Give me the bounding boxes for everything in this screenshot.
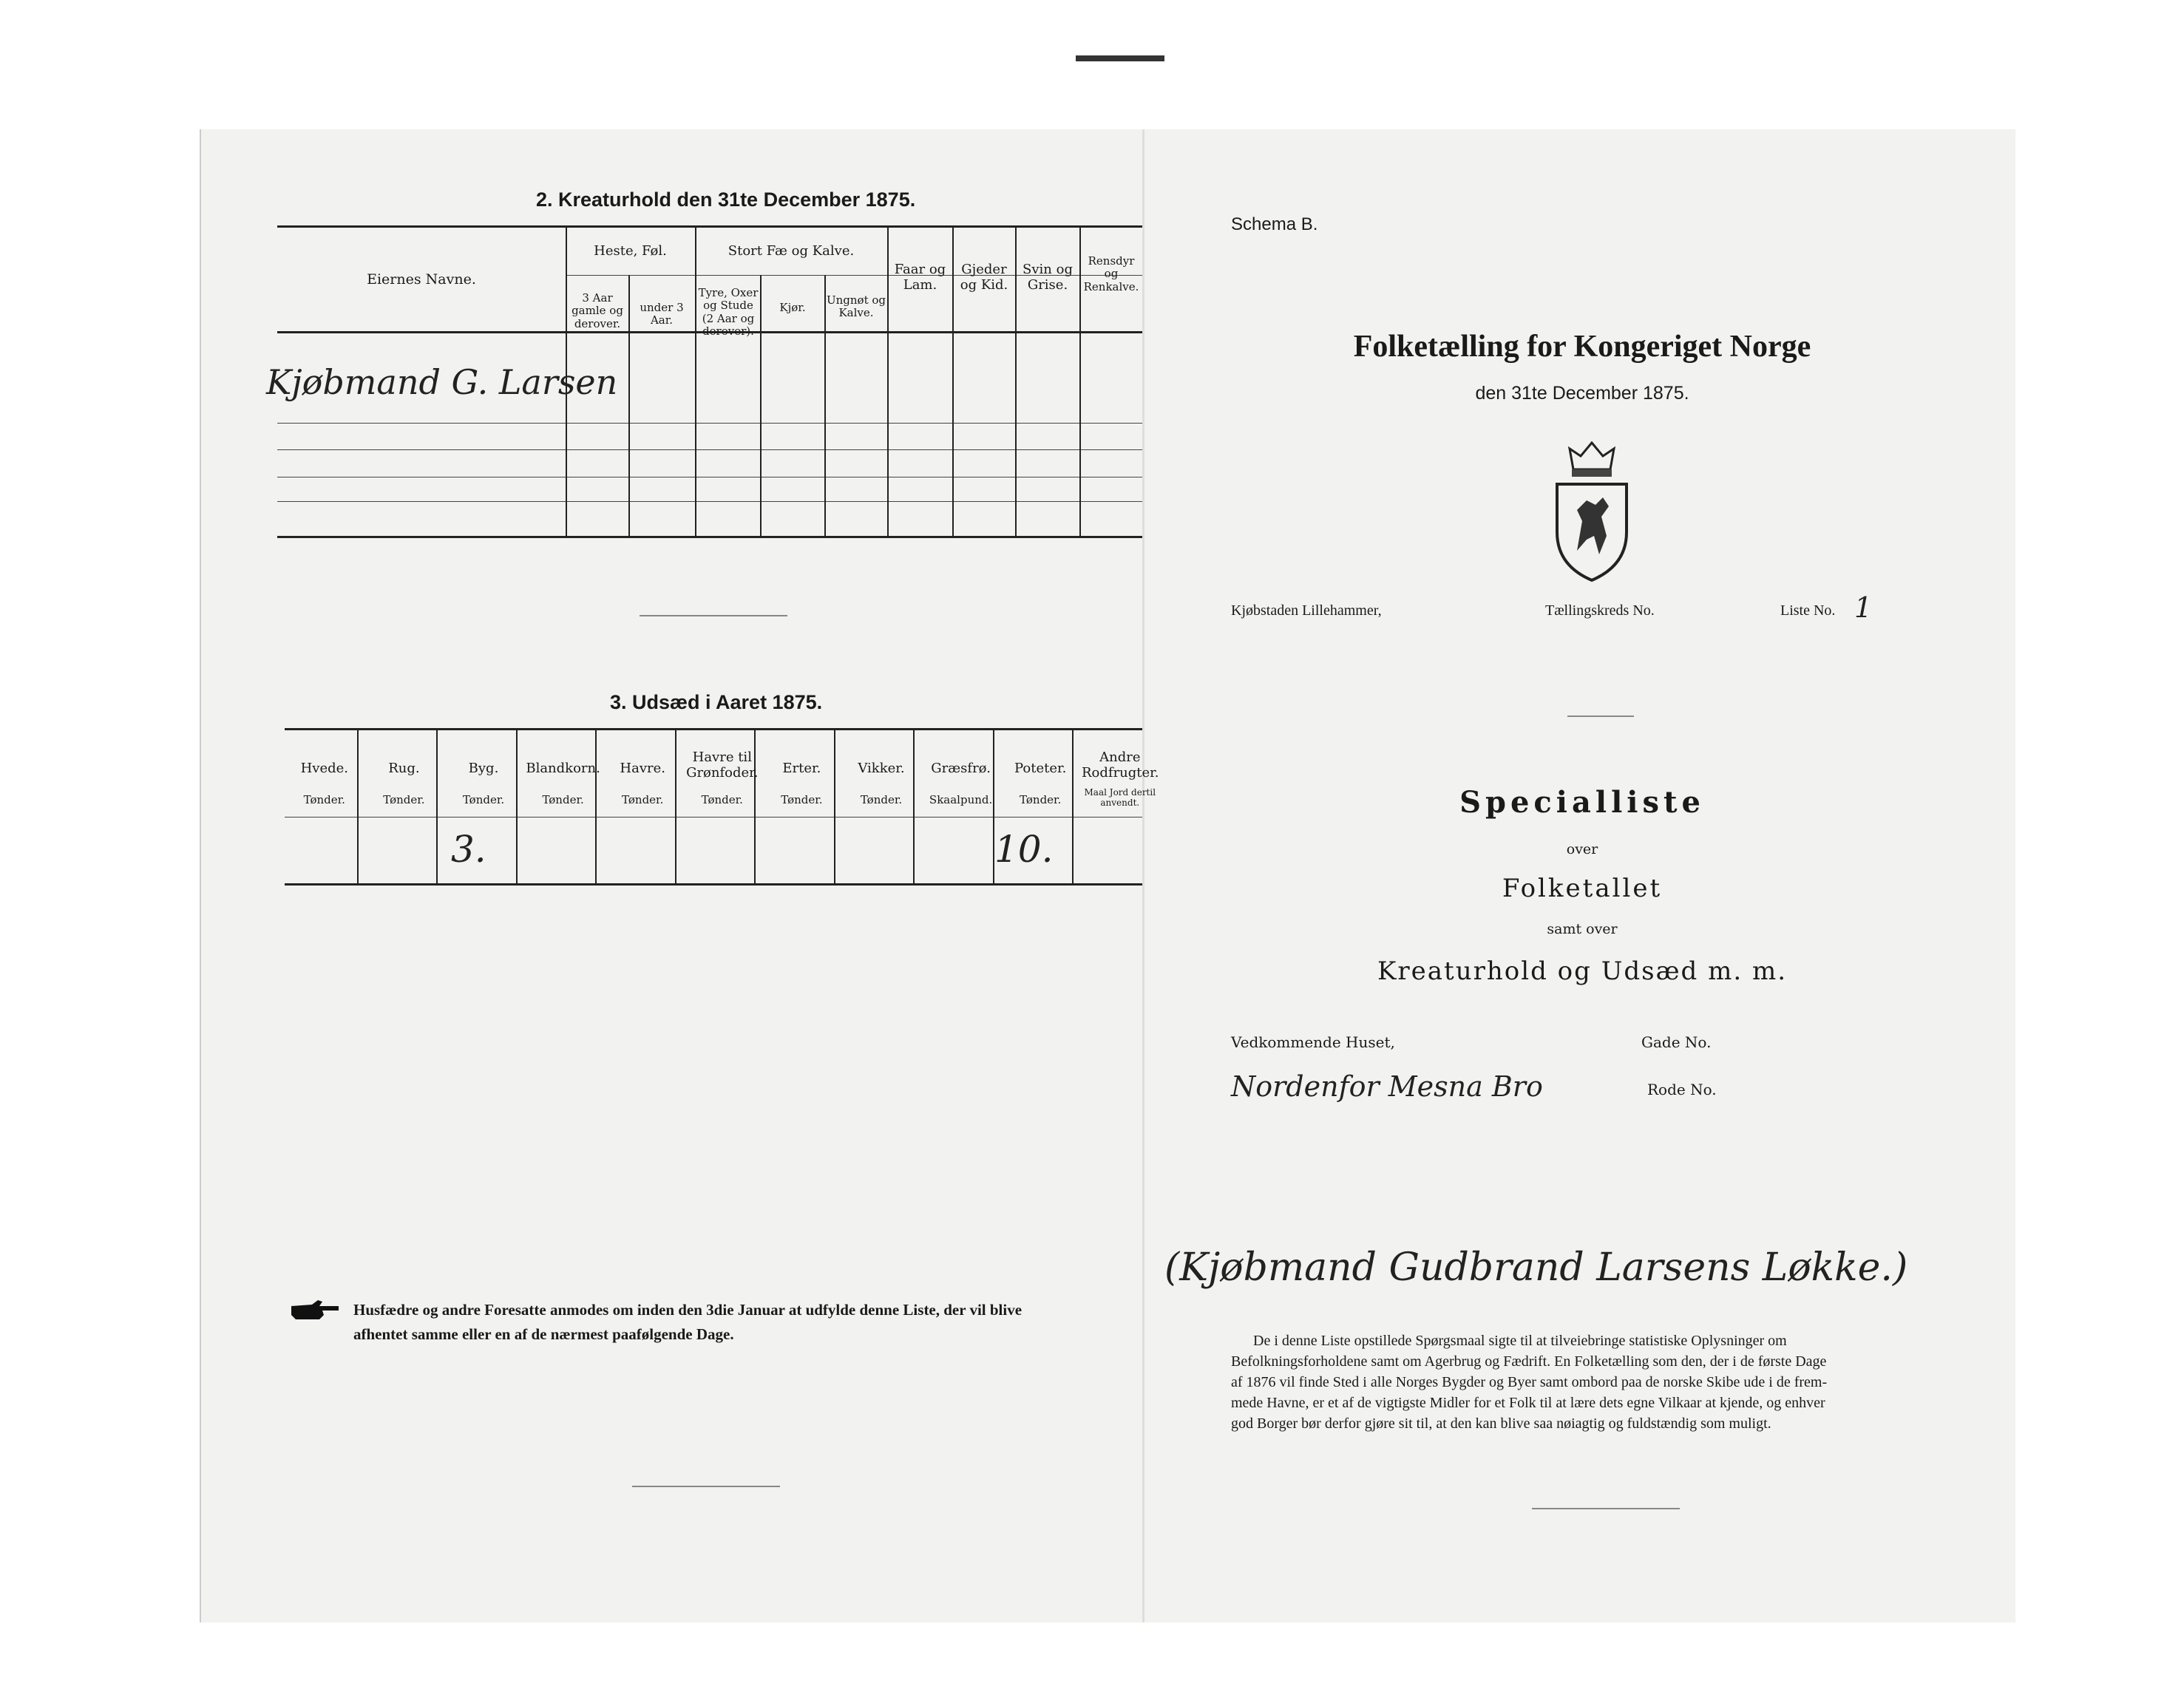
top-mark <box>1076 55 1164 61</box>
para-line: god Borger bør derfor gjøre sit til, at den kan blive saa nøiagtig og fuldstændig som muligt. <box>1231 1415 1771 1432</box>
udsaed-col-unit: Tønder. <box>701 793 743 806</box>
table2-row-rule <box>277 423 1142 424</box>
taellingskreds: Tællingskreds No. <box>1545 602 1655 619</box>
section2-title: 2. Kreaturhold den 31te December 1875. <box>536 188 916 211</box>
fae-sub-tyre: Tyre, Oxer og Stude (2 Aar og derover). <box>698 286 759 338</box>
udsaed-col-name: Andre Rodfrugter. <box>1082 749 1159 781</box>
udsaed-col-unit: Tønder. <box>622 793 664 806</box>
udsaed-col-unit: Tønder. <box>542 793 584 806</box>
page-fold <box>1142 129 1144 1622</box>
udsaed-col-unit: Tønder. <box>303 793 345 806</box>
notice-line-2: afhentet samme eller en af de nærmest paafølgende Dage. <box>353 1325 734 1343</box>
main-title: Folketælling for Kongeriget Norge <box>1353 330 1811 364</box>
fae-sub-ungnot: Ungnøt og Kalve. <box>826 293 886 320</box>
udsaed-col-unit: Tønder. <box>462 793 505 806</box>
specialliste-title: Specialliste <box>1459 785 1705 820</box>
owner-header: Eiernes Navne. <box>367 271 476 288</box>
heste-sub-3aar: 3 Aar gamle og derover. <box>572 291 623 330</box>
table3-top-rule <box>285 728 1142 730</box>
udsaed-col-unit: Skaalpund. <box>929 793 993 806</box>
folketallet-text: Folketallet <box>1502 874 1663 903</box>
faar-header: Faar og Lam. <box>894 262 946 293</box>
gade-label: Gade No. <box>1641 1033 1712 1051</box>
rensdyr-header: Rensdyr og Renkalve. <box>1083 254 1139 293</box>
separator <box>1532 1508 1680 1509</box>
table2-col-divider <box>695 225 696 536</box>
separator <box>632 1486 780 1487</box>
heste-sub-under3: under 3 Aar. <box>640 301 684 327</box>
fae-sub-kjor: Kjør. <box>779 301 806 314</box>
udsaed-col-unit: Maal Jord dertil anvendt. <box>1084 787 1156 808</box>
udsaed-col-name: Vikker. <box>858 761 905 776</box>
liste-value: 1 <box>1854 591 1873 624</box>
udsaed-col-name: Havre til Grønfoder. <box>686 749 759 781</box>
pointing-hand-icon <box>290 1297 342 1322</box>
udsaed-col-name: Havre. <box>620 761 665 776</box>
udsaed-col-name: Blandkorn. <box>526 761 600 776</box>
separator <box>1567 715 1634 717</box>
owner-line: (Kjøbmand Gudbrand Larsens Løkke.) <box>1164 1245 1908 1290</box>
byg-value: 3. <box>451 828 486 871</box>
separator <box>640 615 787 616</box>
coat-of-arms-icon <box>1551 440 1632 584</box>
stort-fae-header: Stort Fæ og Kalve. <box>728 243 855 259</box>
poteter-value: 10. <box>994 828 1054 871</box>
table2-top-rule <box>277 225 1142 228</box>
udsaed-col-name: Byg. <box>468 761 499 776</box>
table3-bottom-rule <box>285 883 1142 886</box>
udsaed-col-name: Græsfrø. <box>931 761 991 776</box>
table2-row-rule <box>277 449 1142 450</box>
table2-bottom-rule <box>277 536 1142 538</box>
udsaed-col-name: Hvede. <box>300 761 348 776</box>
udsaed-col-unit: Tønder. <box>383 793 425 806</box>
info-paragraph <box>1231 1330 2007 1434</box>
over-text: over <box>1566 841 1598 857</box>
udsaed-col-name: Poteter. <box>1014 761 1067 776</box>
schema-label: Schema B. <box>1231 214 1318 234</box>
rode-label: Rode No. <box>1647 1081 1717 1098</box>
udsaed-col-unit: Tønder. <box>860 793 903 806</box>
para-line: Befolkningsforholdene samt om Agerbrug og Fædrift. En Folketælling som den, der i de første Dage <box>1231 1353 1827 1370</box>
udsaed-col-name: Rug. <box>388 761 420 776</box>
udsaed-col-unit: Tønder. <box>781 793 823 806</box>
para-line: mede Havne, er et af de vigtigste Midler for et Folk til at lære dets egne Vilkaar at kjende, og enhver <box>1231 1395 1825 1411</box>
heste-header: Heste, Føl. <box>594 243 667 259</box>
owner-entry: Kjøbmand G. Larsen <box>266 362 618 402</box>
para-line: De i denne Liste opstillede Spørgsmaal sigte til at tilveiebringe statistiske Oplysninger om <box>1253 1333 1787 1349</box>
kjobstaden: Kjøbstaden Lillehammer, <box>1231 602 1382 619</box>
kreaturhold-text: Kreaturhold og Udsæd m. m. <box>1377 956 1787 986</box>
liste-label: Liste No. <box>1780 602 1836 619</box>
vedkommende-label: Vedkommende Huset, <box>1231 1033 1395 1051</box>
notice-line-1: Husfædre og andre Foresatte anmodes om inden den 3die Januar at udfylde denne Liste, der vil blive <box>353 1301 1023 1319</box>
para-line: af 1876 vil finde Sted i alle Norges Bygder og Byer samt ombord paa de norske Skibe ude i de frem- <box>1231 1374 1828 1390</box>
table2-row-rule <box>277 501 1142 502</box>
svin-header: Svin og Grise. <box>1023 262 1073 293</box>
gjeder-header: Gjeder og Kid. <box>960 262 1008 293</box>
section3-title: 3. Udsæd i Aaret 1875. <box>610 691 823 713</box>
udsaed-col-unit: Tønder. <box>1020 793 1062 806</box>
udsaed-col-name: Erter. <box>782 761 821 776</box>
date-line: den 31te December 1875. <box>1475 383 1689 404</box>
samt-over-text: samt over <box>1547 921 1618 937</box>
house-entry: Nordenfor Mesna Bro <box>1231 1070 1543 1103</box>
